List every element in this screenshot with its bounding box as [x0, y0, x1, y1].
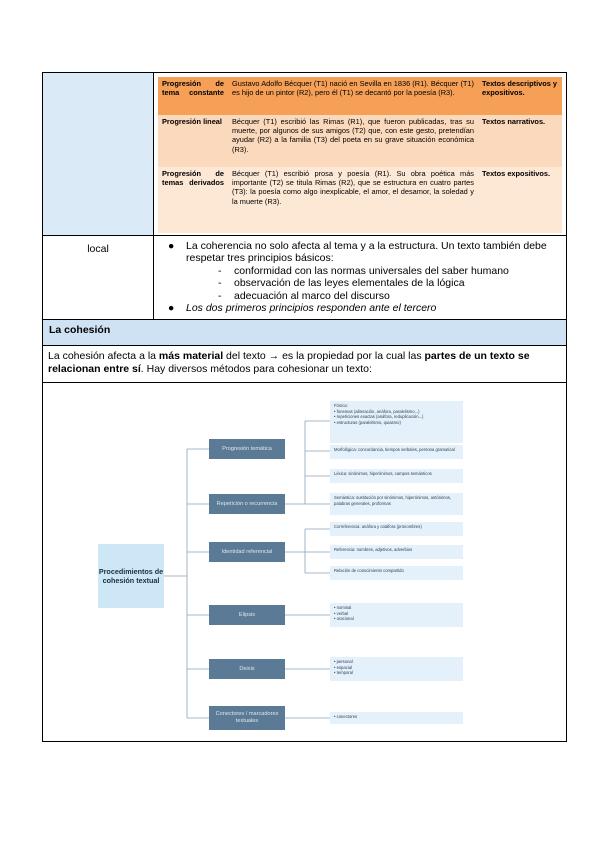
- progression-row-constant: [158, 77, 562, 115]
- progression-text-types: Textos descriptivos y expositivos.: [482, 79, 558, 98]
- notes-table: [42, 72, 567, 742]
- diagram-leaf: • nominal • verbal • oracional: [330, 603, 463, 627]
- local-list: [154, 236, 566, 318]
- dash-icon: -: [218, 264, 222, 277]
- principles-list: [186, 265, 560, 302]
- local-label: local: [43, 236, 154, 319]
- diagram-leaf: • personal • espacial • temporal: [330, 657, 463, 681]
- cohesion-diagram: [43, 383, 566, 741]
- progression-row-derived: [158, 167, 562, 233]
- diagram-leaf: Morfológica: concordancia, tiempos verbales, persona gramatical: [330, 445, 463, 459]
- diagram-leaf: Semántica: sustitución por sinónimos, hiperónimos, antónimos, palabras generales, proformas: [330, 493, 463, 515]
- diagram-branch: Elipsis: [209, 605, 285, 625]
- progression-row: [43, 73, 566, 236]
- progression-text-types: Textos narrativos.: [482, 117, 546, 126]
- local-item-text: Los dos primeros principios responden ante el tercero: [186, 302, 437, 315]
- progression-type: Progresión lineal: [162, 117, 222, 126]
- diagram-branch: Identidad referencial: [209, 542, 285, 562]
- local-item-text: La coherencia no solo afecta al tema y a la estructura. Un texto también debe respetar tres principios básicos:: [186, 240, 547, 265]
- diagram-branch: Progresión temática: [209, 439, 285, 459]
- cohesion-paragraph: La cohesión afecta a la más material del texto → es la propiedad por la cual las partes de un texto se relacionan entre sí. Hay diversos métodos para cohesionar un texto:: [43, 346, 566, 383]
- progression-example: Bécquer (T1) escribió las Rimas (R1), que fueron publicadas, tras su muerte, por algunos de sus amigos (T2) que, con este gesto, pretendían ayudar (R2) a la familia (T3) del poeta en su grave situación económica (R3).: [232, 117, 474, 154]
- diagram-branch: Repetición o recurrencia: [209, 494, 285, 514]
- progression-text-types: Textos expositivos.: [482, 169, 551, 178]
- list-item: - adecuación al marco del discurso: [218, 289, 390, 302]
- local-cell: [154, 236, 566, 319]
- list-item: [164, 240, 560, 302]
- progression-example: Bécquer (T1) escribió prosa y poesía (R1). Su obra poética más importante (T2) se titula Rimas (R2), que se estructura en cuatro partes (T3): la poesía como algo inexplicable, el amor, el desamor, la soledad y la muerte (R3).: [232, 169, 474, 206]
- progression-table: [158, 77, 562, 233]
- diagram-branch: Deixis: [209, 659, 285, 679]
- diagram-branch: Conectores / marcadores textuales: [209, 706, 285, 730]
- list-item: - conformidad con las normas universales del saber humano: [218, 264, 509, 277]
- local-row: [43, 236, 566, 320]
- diagram-leaf: • conectores: [330, 712, 463, 724]
- diagram-leaf: Fónica: • fonemas (aliteración, anáfora, paralelismo...) • repeticiones exactas (anáfora, reduplicación...) • estructuras (paralelismo, quiasmo): [330, 401, 463, 443]
- diagram-leaf: Léxica: sinónimos, hiperónimos, campos semánticos: [330, 469, 463, 483]
- progression-cell: [154, 73, 566, 235]
- dash-icon: -: [218, 289, 222, 302]
- diagram-leaf: Correferencia: anáfora y catáfora (pronombres): [330, 522, 463, 536]
- progression-example: Gustavo Adolfo Bécquer (T1) nació en Sevilla en 1836 (R1). Bécquer (T1) es hijo de un pintor (R2), pero él (T1) se decantó por la poesía (R3).: [232, 79, 474, 98]
- progression-type: Progresión de tema constante: [162, 79, 224, 98]
- diagram-leaf: Relación de conocimiento compartido: [330, 566, 463, 580]
- diagram-leaf: Referencia: nombres, adjetivos, adverbios: [330, 545, 463, 559]
- diagram-root: Procedimientos de cohesión textual: [98, 544, 164, 608]
- dash-icon: -: [218, 277, 222, 290]
- progression-row-linear: [158, 115, 562, 167]
- list-item: - observación de las leyes elementales de la lógica: [218, 277, 465, 290]
- progression-type: Progresión de temas derivados: [162, 169, 224, 188]
- bullet-icon: ●: [168, 240, 175, 252]
- list-item: [164, 302, 560, 314]
- bullet-icon: ●: [168, 302, 175, 315]
- cohesion-heading: La cohesión: [43, 320, 566, 346]
- progression-left-cell: [43, 73, 154, 235]
